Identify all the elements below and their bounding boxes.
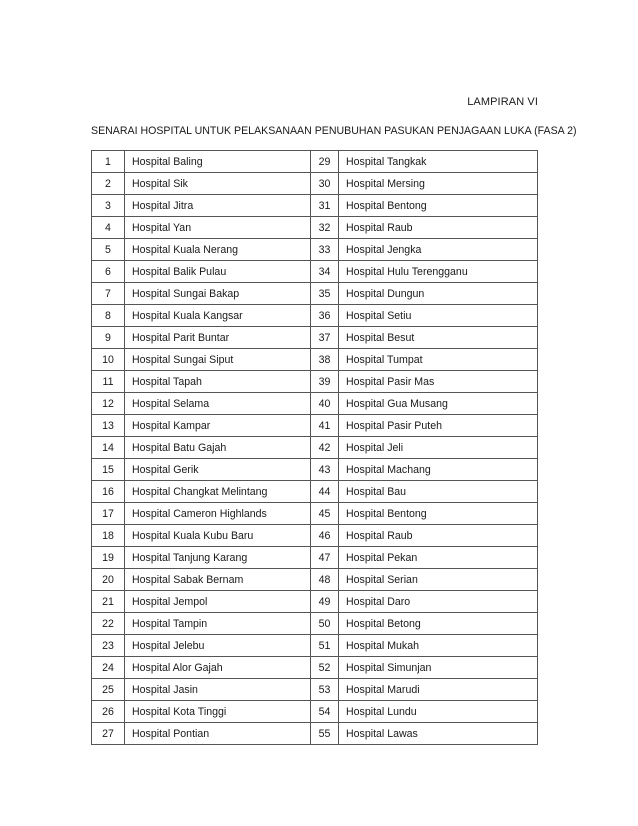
- table-row: [92, 349, 538, 371]
- hospital-name-left: Hospital Selama: [125, 393, 311, 415]
- hospital-name-left: Hospital Parit Buntar: [125, 327, 311, 349]
- row-number-left: 10: [92, 349, 125, 371]
- hospital-name-left: Hospital Batu Gajah: [125, 437, 311, 459]
- hospital-name-right: Hospital Tangkak: [339, 151, 538, 173]
- hospital-name-left: Hospital Jitra: [125, 195, 311, 217]
- row-number-right: 42: [311, 437, 339, 459]
- table-row: [92, 239, 538, 261]
- hospital-name-right: Hospital Dungun: [339, 283, 538, 305]
- row-number-right: 31: [311, 195, 339, 217]
- hospital-name-left: Hospital Changkat Melintang: [125, 481, 311, 503]
- table-row: [92, 415, 538, 437]
- row-number-right: 46: [311, 525, 339, 547]
- row-number-left: 7: [92, 283, 125, 305]
- hospital-name-left: Hospital Kuala Nerang: [125, 239, 311, 261]
- row-number-left: 2: [92, 173, 125, 195]
- hospital-name-right: Hospital Marudi: [339, 679, 538, 701]
- row-number-right: 45: [311, 503, 339, 525]
- row-number-right: 37: [311, 327, 339, 349]
- hospital-name-right: Hospital Bau: [339, 481, 538, 503]
- row-number-right: 40: [311, 393, 339, 415]
- row-number-right: 53: [311, 679, 339, 701]
- hospital-name-left: Hospital Sabak Bernam: [125, 569, 311, 591]
- hospital-name-right: Hospital Daro: [339, 591, 538, 613]
- hospital-name-left: Hospital Gerik: [125, 459, 311, 481]
- row-number-left: 6: [92, 261, 125, 283]
- row-number-left: 3: [92, 195, 125, 217]
- hospital-name-left: Hospital Sik: [125, 173, 311, 195]
- row-number-right: 39: [311, 371, 339, 393]
- hospital-name-right: Hospital Gua Musang: [339, 393, 538, 415]
- row-number-left: 23: [92, 635, 125, 657]
- hospital-table: [91, 150, 538, 745]
- table-row: [92, 151, 538, 173]
- table-row: [92, 283, 538, 305]
- row-number-right: 33: [311, 239, 339, 261]
- hospital-name-left: Hospital Sungai Bakap: [125, 283, 311, 305]
- hospital-name-right: Hospital Raub: [339, 525, 538, 547]
- table-row: [92, 525, 538, 547]
- row-number-left: 16: [92, 481, 125, 503]
- row-number-left: 14: [92, 437, 125, 459]
- row-number-left: 18: [92, 525, 125, 547]
- row-number-right: 34: [311, 261, 339, 283]
- hospital-name-right: Hospital Lawas: [339, 723, 538, 745]
- table-row: [92, 481, 538, 503]
- table-row: [92, 459, 538, 481]
- hospital-name-right: Hospital Jeli: [339, 437, 538, 459]
- hospital-name-left: Hospital Kuala Kubu Baru: [125, 525, 311, 547]
- hospital-name-left: Hospital Kampar: [125, 415, 311, 437]
- hospital-name-right: Hospital Lundu: [339, 701, 538, 723]
- hospital-name-right: Hospital Raub: [339, 217, 538, 239]
- hospital-name-right: Hospital Pasir Mas: [339, 371, 538, 393]
- row-number-left: 19: [92, 547, 125, 569]
- row-number-left: 27: [92, 723, 125, 745]
- row-number-left: 1: [92, 151, 125, 173]
- table-row: [92, 261, 538, 283]
- hospital-name-right: Hospital Setiu: [339, 305, 538, 327]
- hospital-name-right: Hospital Tumpat: [339, 349, 538, 371]
- hospital-name-left: Hospital Kota Tinggi: [125, 701, 311, 723]
- row-number-right: 47: [311, 547, 339, 569]
- row-number-left: 20: [92, 569, 125, 591]
- annex-label: LAMPIRAN VI: [467, 96, 538, 108]
- hospital-name-left: Hospital Yan: [125, 217, 311, 239]
- row-number-left: 4: [92, 217, 125, 239]
- hospital-name-left: Hospital Alor Gajah: [125, 657, 311, 679]
- row-number-right: 35: [311, 283, 339, 305]
- row-number-right: 50: [311, 613, 339, 635]
- hospital-name-left: Hospital Kuala Kangsar: [125, 305, 311, 327]
- table-row: [92, 657, 538, 679]
- row-number-right: 38: [311, 349, 339, 371]
- table-row: [92, 173, 538, 195]
- row-number-right: 52: [311, 657, 339, 679]
- table-row: [92, 305, 538, 327]
- row-number-left: 11: [92, 371, 125, 393]
- hospital-table-body: [92, 151, 538, 745]
- hospital-name-right: Hospital Pekan: [339, 547, 538, 569]
- table-row: [92, 635, 538, 657]
- row-number-left: 25: [92, 679, 125, 701]
- table-row: [92, 503, 538, 525]
- hospital-name-left: Hospital Baling: [125, 151, 311, 173]
- row-number-right: 36: [311, 305, 339, 327]
- table-row: [92, 393, 538, 415]
- table-row: [92, 679, 538, 701]
- table-row: [92, 195, 538, 217]
- hospital-name-right: Hospital Machang: [339, 459, 538, 481]
- row-number-left: 21: [92, 591, 125, 613]
- table-row: [92, 217, 538, 239]
- hospital-name-right: Hospital Bentong: [339, 195, 538, 217]
- row-number-right: 32: [311, 217, 339, 239]
- table-row: [92, 437, 538, 459]
- row-number-right: 41: [311, 415, 339, 437]
- row-number-left: 26: [92, 701, 125, 723]
- hospital-name-right: Hospital Besut: [339, 327, 538, 349]
- row-number-right: 55: [311, 723, 339, 745]
- row-number-right: 49: [311, 591, 339, 613]
- hospital-name-left: Hospital Pontian: [125, 723, 311, 745]
- hospital-name-left: Hospital Jasin: [125, 679, 311, 701]
- row-number-right: 51: [311, 635, 339, 657]
- table-row: [92, 613, 538, 635]
- table-row: [92, 569, 538, 591]
- row-number-left: 12: [92, 393, 125, 415]
- hospital-name-right: Hospital Simunjan: [339, 657, 538, 679]
- hospital-name-left: Hospital Balik Pulau: [125, 261, 311, 283]
- row-number-right: 43: [311, 459, 339, 481]
- hospital-name-right: Hospital Serian: [339, 569, 538, 591]
- row-number-left: 24: [92, 657, 125, 679]
- table-row: [92, 327, 538, 349]
- table-row: [92, 701, 538, 723]
- row-number-left: 5: [92, 239, 125, 261]
- hospital-name-left: Hospital Tanjung Karang: [125, 547, 311, 569]
- row-number-left: 13: [92, 415, 125, 437]
- row-number-left: 22: [92, 613, 125, 635]
- hospital-name-right: Hospital Pasir Puteh: [339, 415, 538, 437]
- hospital-name-right: Hospital Jengka: [339, 239, 538, 261]
- hospital-name-left: Hospital Tampin: [125, 613, 311, 635]
- hospital-name-right: Hospital Bentong: [339, 503, 538, 525]
- row-number-right: 54: [311, 701, 339, 723]
- hospital-name-right: Hospital Mukah: [339, 635, 538, 657]
- hospital-name-left: Hospital Jelebu: [125, 635, 311, 657]
- row-number-right: 44: [311, 481, 339, 503]
- hospital-name-right: Hospital Hulu Terengganu: [339, 261, 538, 283]
- row-number-left: 8: [92, 305, 125, 327]
- row-number-left: 9: [92, 327, 125, 349]
- row-number-right: 29: [311, 151, 339, 173]
- hospital-name-right: Hospital Mersing: [339, 173, 538, 195]
- hospital-name-left: Hospital Jempol: [125, 591, 311, 613]
- table-row: [92, 371, 538, 393]
- table-row: [92, 547, 538, 569]
- row-number-left: 15: [92, 459, 125, 481]
- row-number-left: 17: [92, 503, 125, 525]
- hospital-name-right: Hospital Betong: [339, 613, 538, 635]
- table-row: [92, 723, 538, 745]
- table-row: [92, 591, 538, 613]
- hospital-name-left: Hospital Tapah: [125, 371, 311, 393]
- document-heading: SENARAI HOSPITAL UNTUK PELAKSANAAN PENUBUHAN PASUKAN PENJAGAAN LUKA (FASA 2): [91, 125, 577, 137]
- row-number-right: 48: [311, 569, 339, 591]
- hospital-name-left: Hospital Cameron Highlands: [125, 503, 311, 525]
- row-number-right: 30: [311, 173, 339, 195]
- hospital-name-left: Hospital Sungai Siput: [125, 349, 311, 371]
